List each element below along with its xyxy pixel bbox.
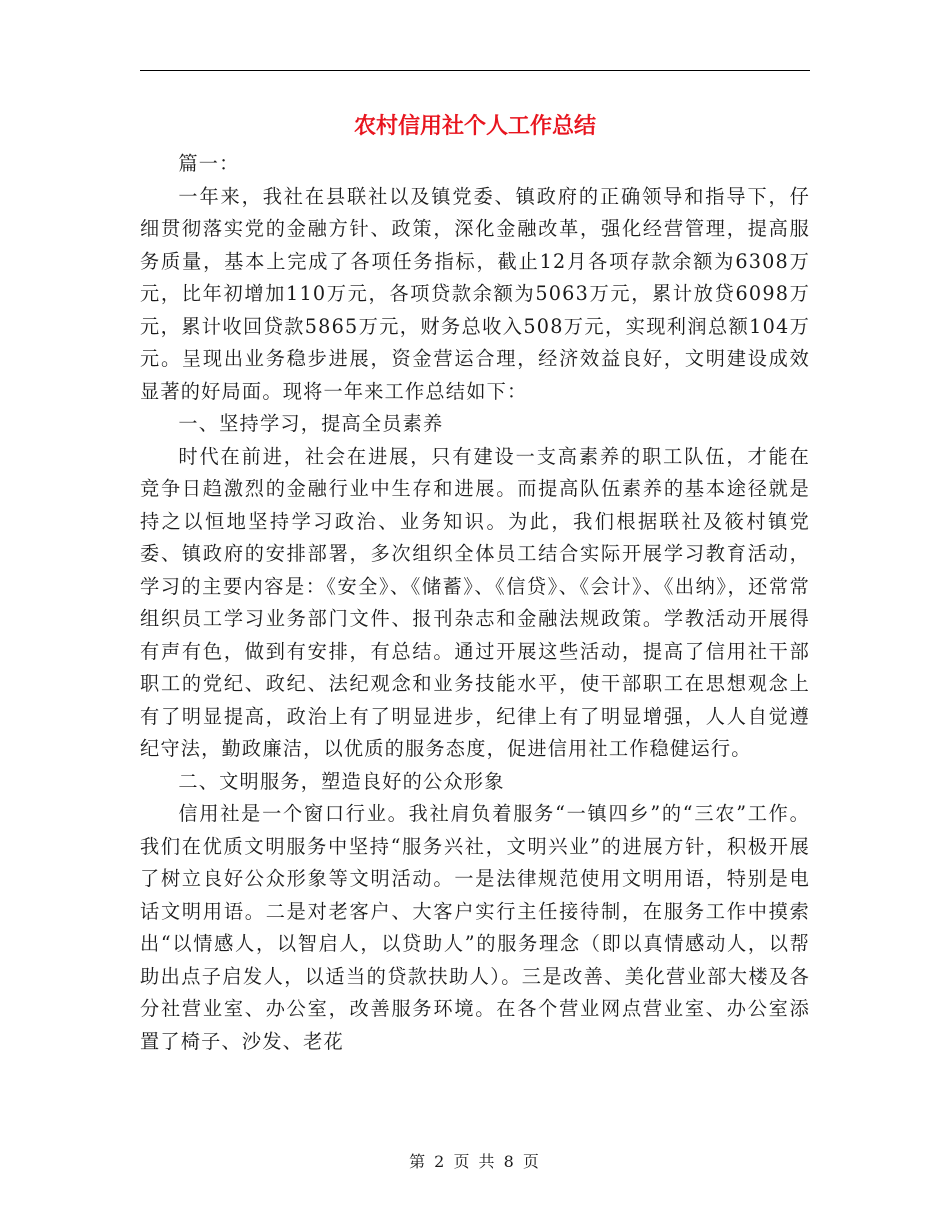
header-rule [140, 70, 810, 71]
document-body [140, 148, 810, 1058]
page-number-footer: 第 2 页 共 8 页 [409, 1152, 541, 1171]
paragraph-service: 信用社是一个窗口行业。我社肩负着服务“一镇四乡”的“三农”工作。我们在优质文明服务中坚持“服务兴社，文明兴业”的进展方针，积极开展了树立良好公众形象等文明活动。一是法律规范使用文明用语，特别是电话文明用语。二是对老客户、大客户实行主任接待制，在服务工作中摸索出“以情感人，以智启人，以贷助人”的服务理念（即以真情感动人，以帮助出点子启发人，以适当的贷款扶助人）。三是改善、美化营业部大楼及各分社营业室、办公室，改善服务环境。在各个营业网点营业室、办公室添置了椅子、沙发、老花 [140, 802, 810, 1053]
section-heading-2: 二、文明服务，塑造良好的公众形象 [178, 769, 505, 793]
paragraph-study: 时代在前进，社会在进展，只有建设一支高素养的职工队伍，才能在竞争日趋激烈的金融行业中生存和进展。而提高队伍素养的基本途径就是持之以恒地坚持学习政治、业务知识。为此，我们根据联社及筱村镇党委、镇政府的安排部署，多次组织全体员工结合实际开展学习教育活动，学习的主要内容是：《安全》、《储蓄》、《信贷》、《会计》、《出纳》，还常常组织员工学习业务部门文件、报刊杂志和金融法规政策。学教活动开展得有声有色，做到有安排，有总结。通过开展这些活动，提高了信用社干部职工的党纪、政纪、法纪观念和业务技能水平，使干部职工在思想观念上有了明显提高，政治上有了明显进步，纪律上有了明显增强，人人自觉遵纪守法，勤政廉洁，以优质的服务态度，促进信用社工作稳健运行。 [140, 444, 810, 760]
paragraph-section-label: 篇一： [178, 152, 240, 175]
paragraph-intro: 一年来，我社在县联社以及镇党委、镇政府的正确领导和指导下，仔细贯彻落实党的金融方针、政策，深化金融改革，强化经营管理，提高服务质量，基本上完成了各项任务指标，截止12月各项存款余额为6308万元，比年初增加110万元，各项贷款余额为5063万元，累计放贷6098万元，累计收回贷款5865万元，财务总收入508万元，实现利润总额104万元。呈现出业务稳步进展，资金营运合理，经济效益良好，文明建设成效显著的好局面。现将一年来工作总结如下： [140, 184, 810, 403]
section-heading-1: 一、坚持学习，提高全员素养 [178, 412, 444, 435]
document-title: 农村信用社个人工作总结 [353, 113, 596, 139]
